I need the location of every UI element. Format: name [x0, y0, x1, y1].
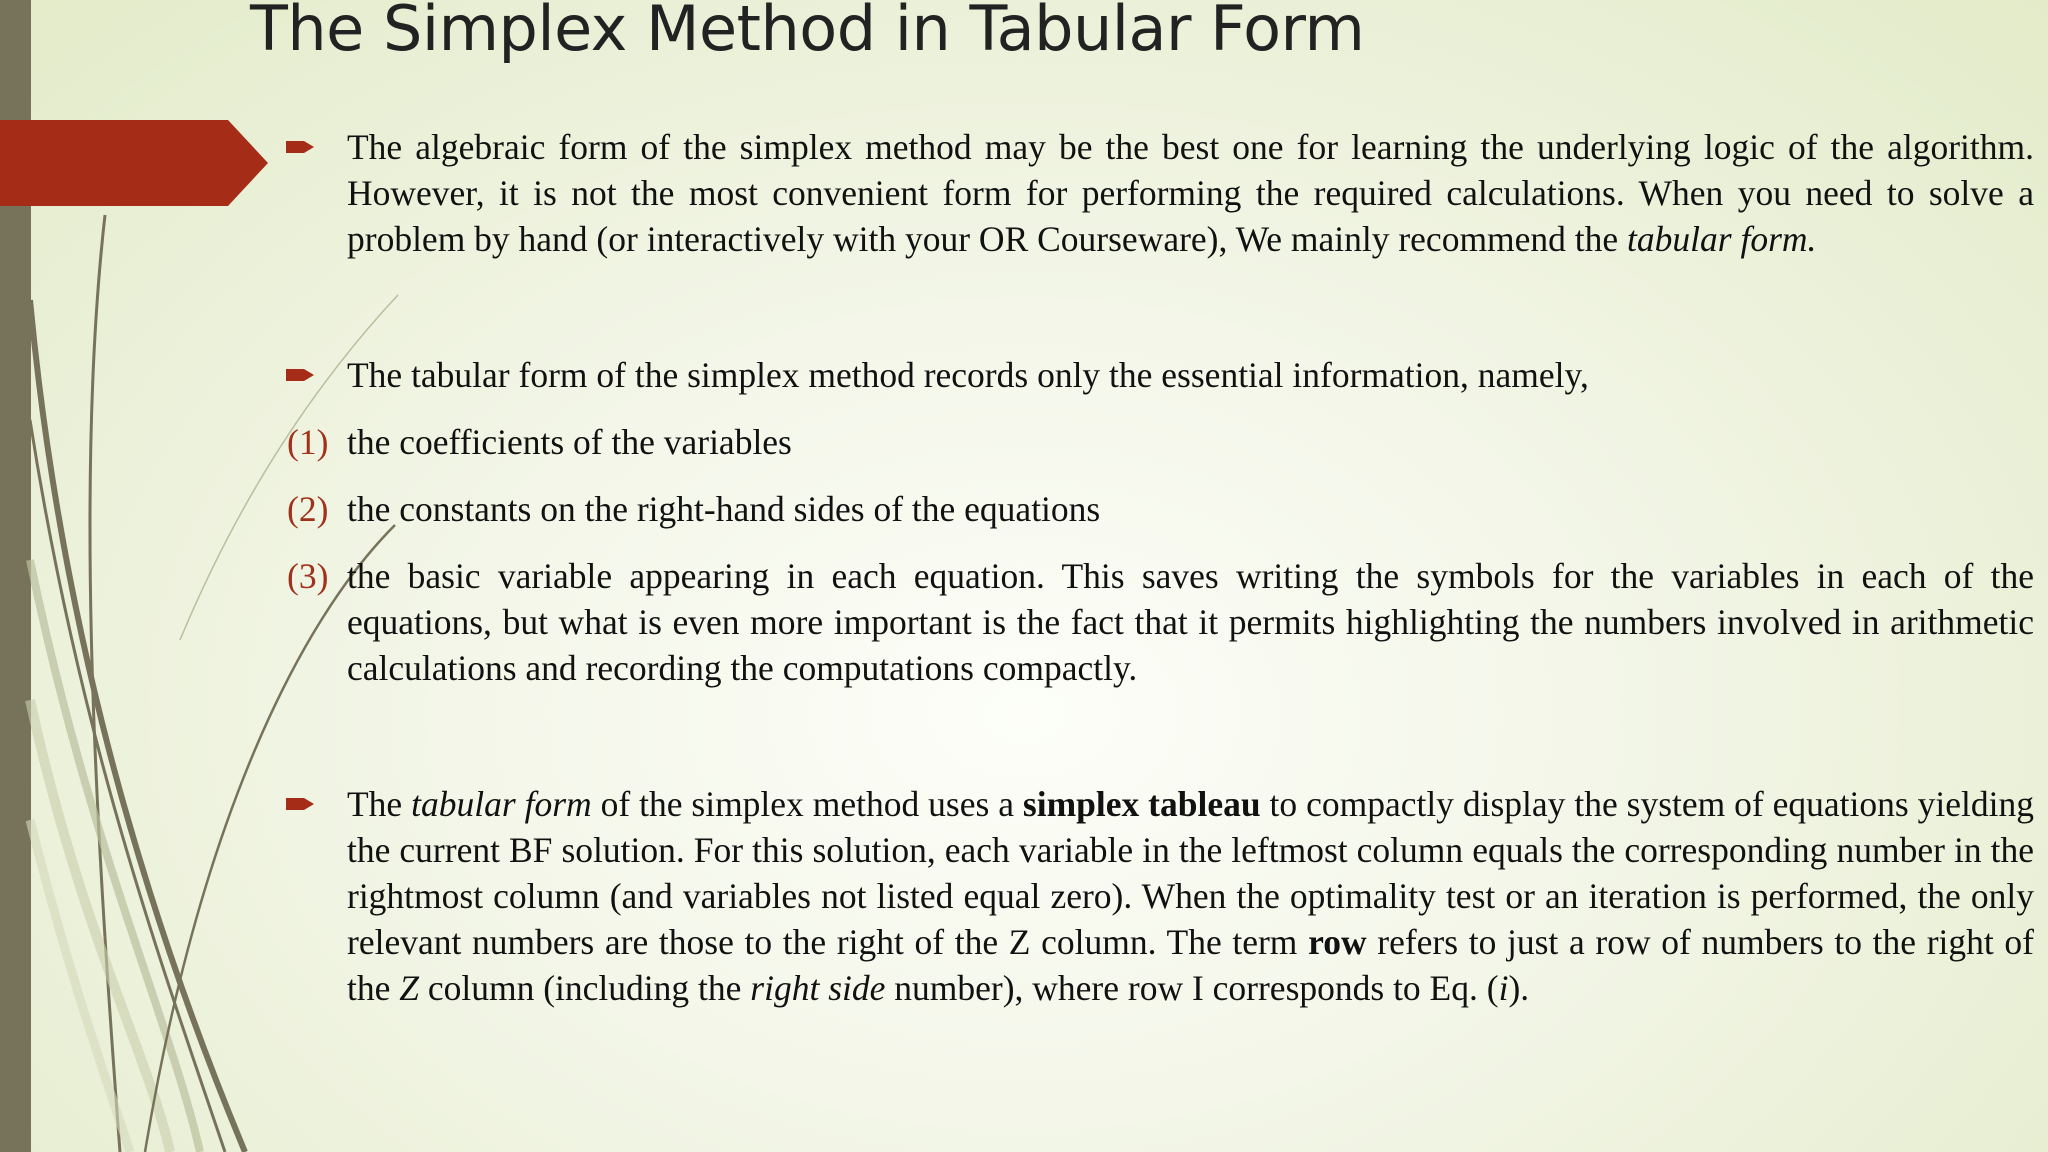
- paragraph-essential-information: [286, 352, 2034, 398]
- p3-italic-tabular-form: tabular form: [411, 784, 592, 824]
- arrow-bullet-icon: [286, 137, 316, 157]
- p3-italic-right-side: right side: [750, 968, 886, 1008]
- p3-text: to compactly display the system of equations yielding the current BF solution. For this solution, each variable in the leftmost column equals the corresponding number in the rightmost column (and variables not listed equal zero). When the optimality test or an iteration is performed, the only relevant numbers are those to the right of the Z column. The term: [347, 784, 2034, 962]
- red-arrow-banner: [0, 120, 270, 206]
- p3-text: of the simplex method uses a: [591, 784, 1023, 824]
- list-number: (2): [287, 489, 329, 529]
- p3-text: column (including the: [419, 968, 751, 1008]
- p3-italic-i: i: [1498, 968, 1509, 1008]
- arrow-bullet-icon: [286, 365, 316, 385]
- p3-italic-z: Z: [399, 968, 419, 1008]
- list-item: [286, 486, 2034, 532]
- p1-italic-tabular-form: tabular form.: [1627, 219, 1817, 259]
- list-number: (3): [287, 556, 329, 596]
- p3-bold-simplex-tableau: simplex tableau: [1022, 784, 1261, 824]
- list-number: (1): [287, 422, 329, 462]
- list-item-text: the basic variable appearing in each equation. This saves writing the symbols for the variables in each of the equations, but what is even more important is the fact that it permits highlighting the numbers involved in arithmetic calculations and recording the computations compactly.: [347, 556, 2034, 688]
- p1-text: The algebraic form of the simplex method may be the best one for learning the underlying logic of the algorithm. However, it is not the most convenient form for performing the required calculations. When you need to solve a problem by hand (or interactively with your OR Courseware), We mainly recommend the: [347, 127, 2034, 259]
- p3-text: The: [347, 784, 412, 824]
- p3-bold-row: row: [1308, 922, 1367, 962]
- paragraph-algebraic-form: [286, 124, 2034, 262]
- list-item-text: the coefficients of the variables: [347, 422, 792, 462]
- list-item-text: the constants on the right-hand sides of the equations: [347, 489, 1101, 529]
- p2-text: The tabular form of the simplex method records only the essential information, namely,: [347, 355, 1589, 395]
- arrow-bullet-icon: [286, 794, 316, 814]
- list-item: [286, 419, 2034, 465]
- slide-title: The Simplex Method in Tabular Form: [250, 0, 1365, 65]
- p3-text: refers to just a row of numbers to the right of the: [347, 922, 2034, 1008]
- paragraph-simplex-tableau: [286, 781, 2034, 1011]
- p3-text: number), where row I corresponds to Eq. (: [885, 968, 1499, 1008]
- p3-text: ).: [1508, 968, 1530, 1008]
- list-item: [286, 553, 2034, 691]
- slide-body: [286, 124, 2034, 1011]
